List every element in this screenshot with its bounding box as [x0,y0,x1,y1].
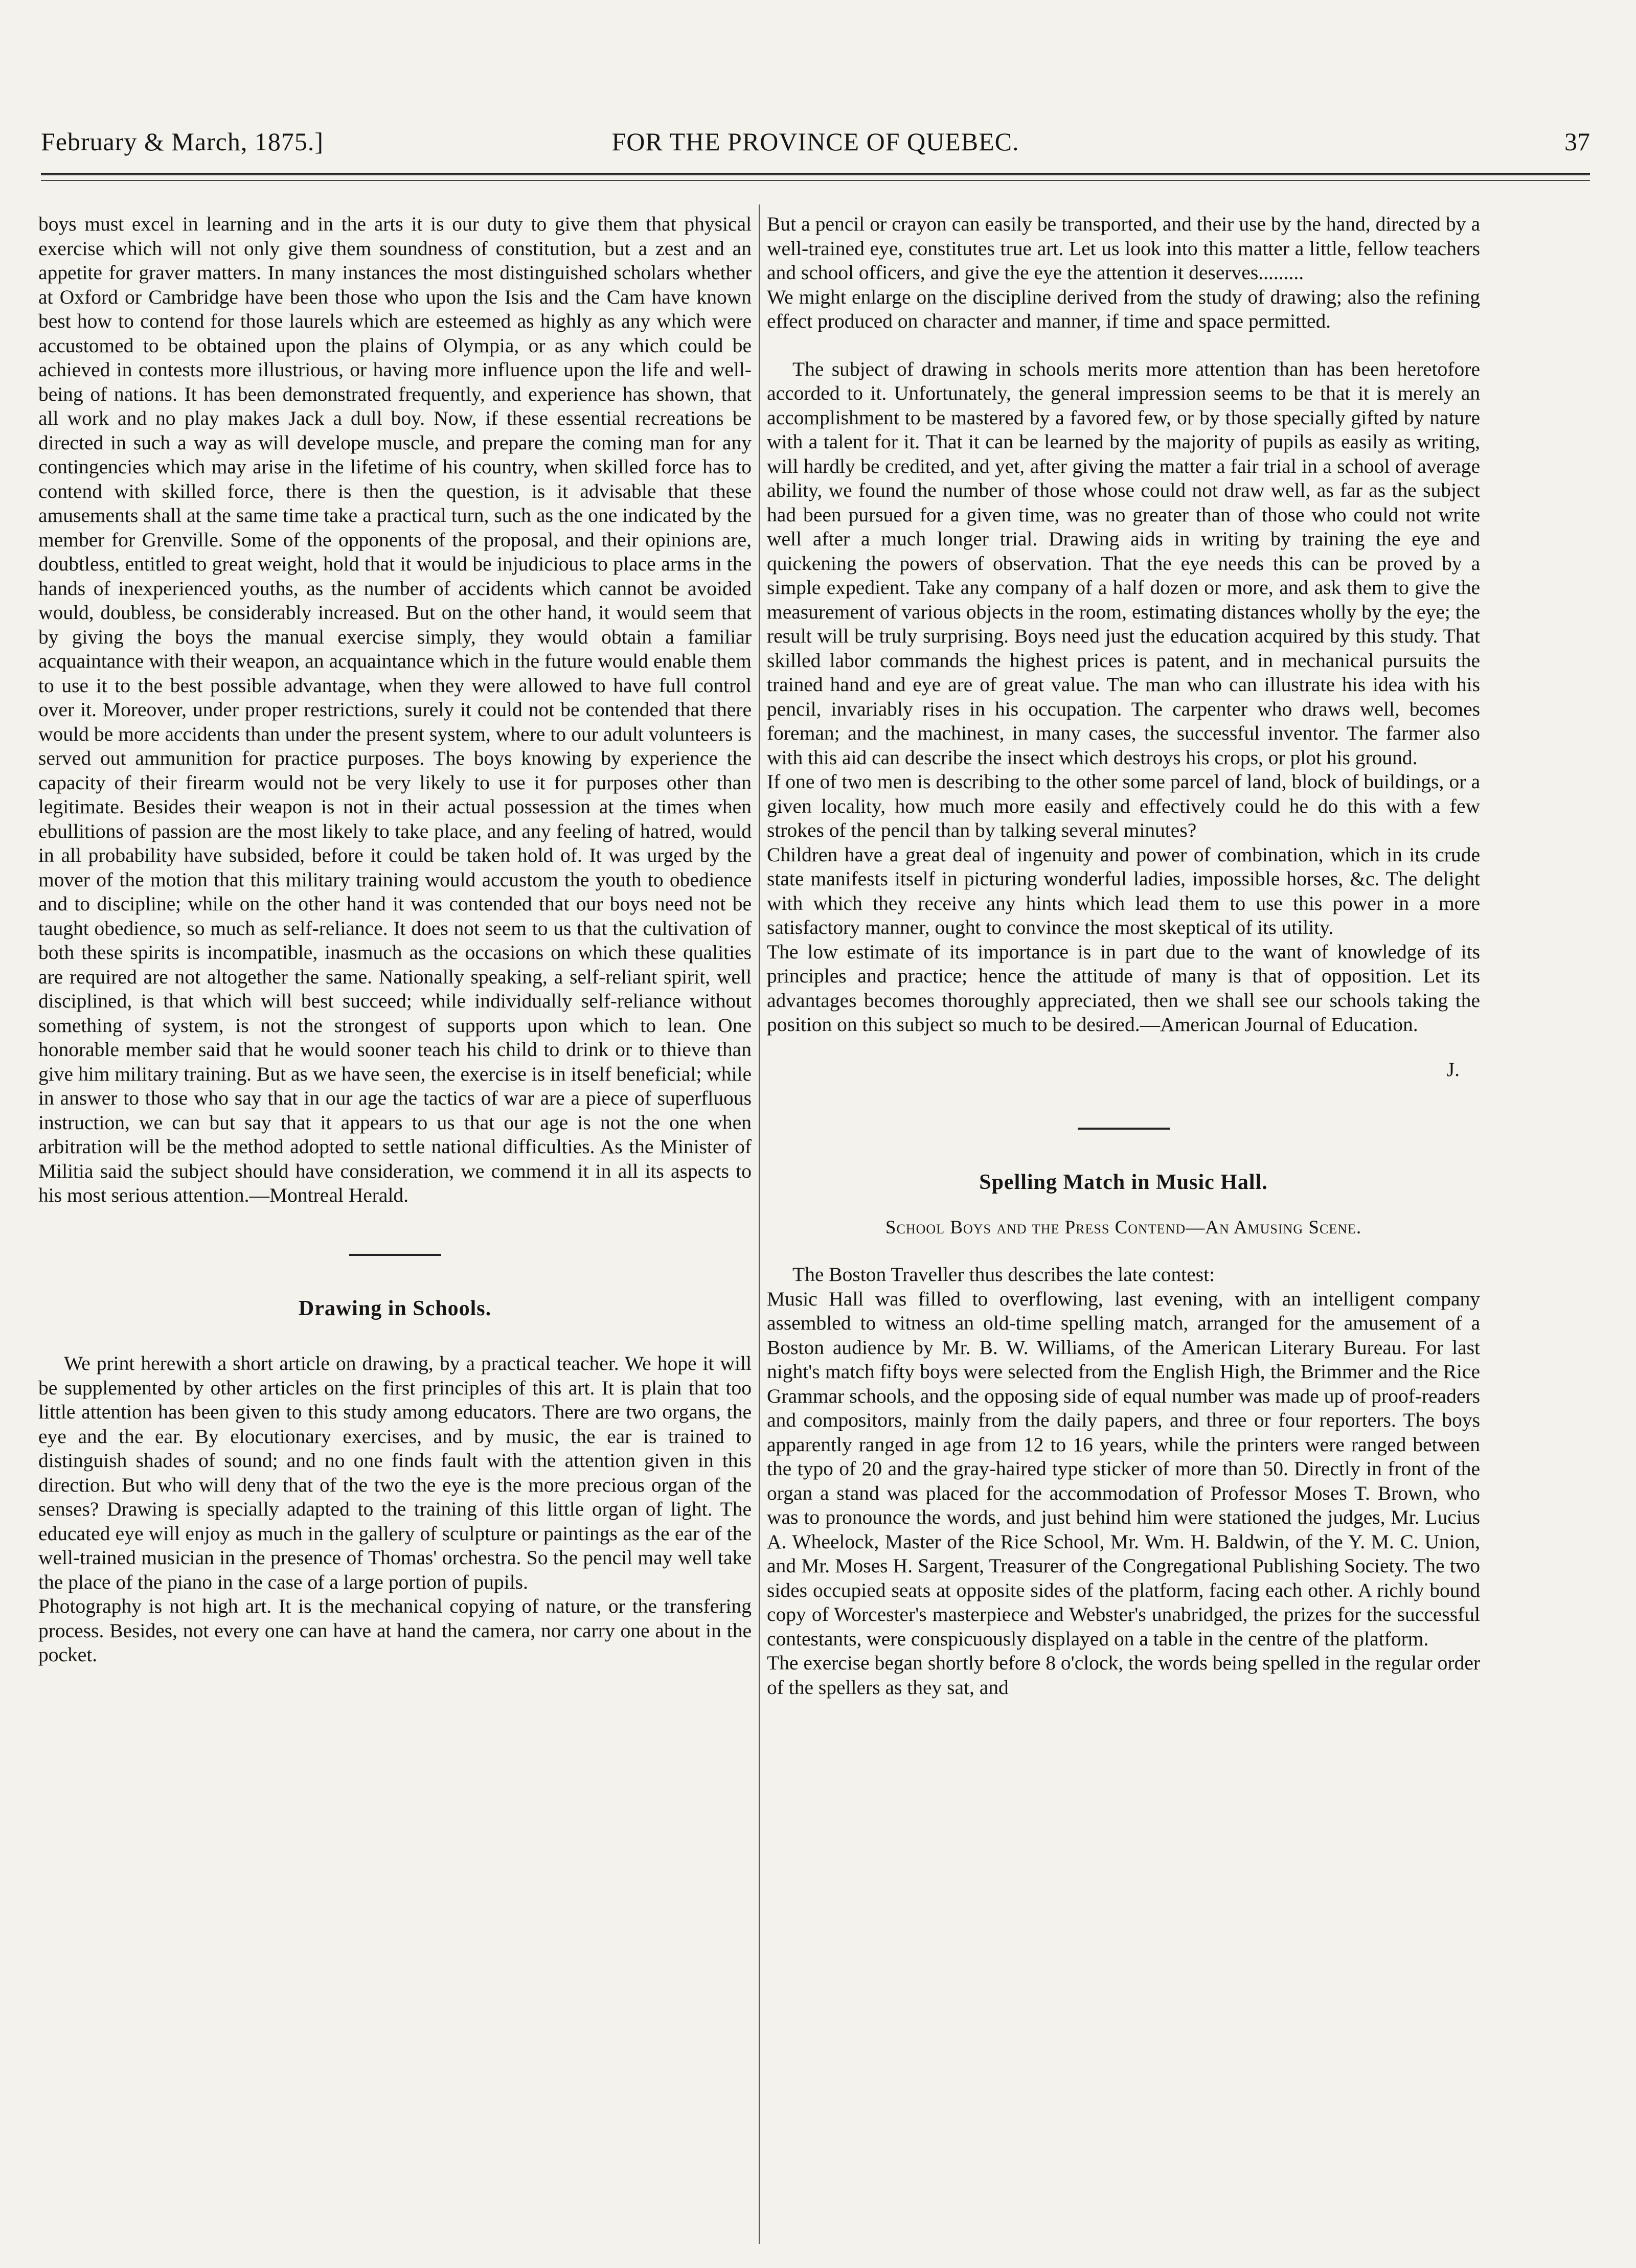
publication-title: FOR THE PROVINCE OF QUEBEC. [611,127,1019,156]
page-header [41,127,1590,163]
issue-date: February & March, 1875.] [41,127,324,156]
column-divider [759,204,760,2244]
page-number: 37 [1564,127,1590,156]
spelling-paragraph-3: The exercise began shortly before 8 o'clock, the words being spelled in the regular order of the spellers as they sat, and [767,1652,1480,1699]
drawing-paragraph-2: Photography is not high art. It is the mechanical copying of nature, or the transfering process. Besides, not every one can have at hand the camera, nor carry one about in the pocket. [38,1595,752,1666]
section-title-spelling-match: Spelling Match in Music Hall. [979,1171,1268,1194]
spelling-paragraph-2: Music Hall was filled to overflowing, last evening, with an intelligent company assembled to witness an old-time spelling match, arranged for the amusement of a Boston audience by Mr. B. W. Williams, of the American Literary Bureau. For last night's match fifty boys were selected from the English High, the Brimmer and the Rice Grammar schools, and the opposing side of equal number was made up of proof-readers and compositors, mainly from the daily papers, and three or four reporters. The boys apparently ranged in age from 12 to 16 years, while the printers were ranged between the typo of 20 and the gray-haired type sticker of more than 50. Directly in front of the organ a stand was placed for the accommodation of Professor Moses T. Brown, who was to pronounce the words, and just behind him were stationed the judges, Mr. Lucius A. Wheelock, Master of the Rice School, Mr. Wm. H. Baldwin, of the Y. M. C. Union, and Mr. Moses H. Sargent, Treasurer of the Congregational Publishing Society. The two sides occupied seats at opposite sides of the platform, facing each other. A richly bound copy of Worcester's masterpiece and Webster's unabridged, the prizes for the successful contestants, were conspicuously displayed on a table in the centre of the platform. [767,1287,1480,1650]
drawing-paragraph-8: The low estimate of its importance is in part due to the want of knowledge of its principles and practice; hence the attitude of many is that of opposition. Let its advantages becomes thoroughly appreciated, then we shall see our schools taking the position on this subject so much to be desired.—American Journal of Education. [767,940,1480,1036]
header-rule [41,173,1590,175]
paragraph-gap [767,334,1480,357]
right-column [767,212,1480,2252]
left-column [38,212,752,2252]
author-signature: J. [1446,1058,1460,1081]
section-subtitle: School Boys and the Press Contend—An Amusing Scene. [885,1217,1362,1238]
section-divider [349,1254,441,1256]
drawing-paragraph-4: We might enlarge on the discipline derived from the study of drawing; also the refining effect produced on character and manner, if time and space permitted. [767,285,1480,332]
spelling-paragraph-1: The Boston Traveller thus describes the late contest: [792,1263,1215,1286]
drawing-paragraph-7: Children have a great deal of ingenuity and power of combination, which in its crude state manifests itself in picturing wonderful ladies, impossible horses, &c. The delight with which they receive any hints which lead them to use this power in a more satisfactory manner, ought to convince the most skeptical of its utility. [767,843,1480,938]
drawing-paragraph-3: But a pencil or crayon can easily be transported, and their use by the hand, directed by a well-trained eye, constitutes true art. Let us look into this matter a little, fellow teachers and school officers, and give the eye the attention it deserves......... [767,213,1480,284]
article-continuation-paragraph: boys must excel in learning and in the arts it is our duty to give them that physical exercise which will not only give them soundness of constitution, but a zest and an appetite for graver matters. In many instances the most distinguished scholars whether at Oxford or Cambridge have been those who upon the Isis and the Cam have known best how to contend for those laurels which are esteemed as highly as any which were accustomed to be obtained upon the plains of Olympia, or as any which could be achieved in contests more illustrious, or having more influence upon the life and well-being of nations. It has been demonstrated frequently, and experience has shown, that all work and no play makes Jack a dull boy. Now, if these essential recreations be directed in such a way as will develope muscle, and prepare the coming man for any contingencies which may arise in the lifetime of his country, when skilled force has to contend with skilled force, there is then the question, is it advisable that these amusements shall at the same time take a practical turn, such as the one indicated by the member for Grenville. Some of the opponents of the proposal, and their opinions are, doubtless, entitled to great weight, hold that it would be injudicious to place arms in the hands of inexperienced youths, as the number of accidents which cannot be avoided would, doubless, be considerably increased. But on the other hand, it would seem that by giving the boys the manual exercise simply, they would obtain a familiar acquaintance with their weapon, an acquaintance which in the future would enable them to use it to the best possible advantage, when they were allowed to have full control over it. Moreover, under proper restrictions, surely it could not be contended that there would be more accidents than under the present system, where to our adult volunteers is served out ammunition for practice purposes. The boys knowing by experience the capacity of their firearm would not be very likely to use it for purposes other than legitimate. Besides their weapon is not in their actual possession at the times when ebullitions of passion are the most likely to take place, and any feeling of hatred, would in all probability have subsided, before it could be taken hold of. It was urged by the mover of the motion that this military training would accustom the youth to obedience and to discipline; while on the other hand it was contended that our boys need not be taught obedience, so much as self-reliance. It does not seem to us that the cultivation of both these spirits is incompatible, inasmuch as the occasions on which these qualities are required are not altogether the same. Nationally speaking, a self-reliant spirit, well disciplined, is that which will best succeed; while individually self-reliance without something of system, is not the strongest of supports upon which to lean. One honorable member said that he would sooner teach his child to drink or to thieve than give him military training. But as we have seen, the exercise is in itself beneficial; while in answer to those who say that in our age the tactics of war are a piece of superfluous instruction, we can but say that it appears to us that our age is not the one when arbitration will be the method adopted to settle national difficulties. As the Minister of Militia said the subject should have consideration, we commend it in all its aspects to his most serious attention.—Montreal Herald. [38,213,752,1206]
section-title-drawing: Drawing in Schools. [298,1296,492,1320]
header-rule-thin [41,180,1590,181]
section-divider [1078,1128,1170,1130]
drawing-paragraph-6: If one of two men is describing to the other some parcel of land, block of buildings, or a given locality, how much more easily and effectively could he do this with a few strokes of the pencil than by talking several minutes? [767,770,1480,841]
drawing-paragraph-1: We print herewith a short article on drawing, by a practical teacher. We hope it will be supplemented by other articles on the first principles of this art. It is plain that too little attention has been given to this study among educators. There are two organs, the eye and the ear. By elocutionary exercises, and by music, the ear is trained to distinguish shades of sound; and no one finds fault with the attention given in this direction. But who will deny that of the two the eye is the more precious organ of the senses? Drawing is specially adapted to the training of this little organ of light. The educated eye will enjoy as much in the gallery of sculpture or paintings as the ear of the well-trained musician in the presence of Thomas' orchestra. So the pencil may well take the place of the piano in the case of a large portion of pupils. [38,1352,752,1593]
drawing-paragraph-5: The subject of drawing in schools merits more attention than has been heretofore accorded to it. Unfortunately, the general impression seems to be that it is merely an accomplishment to be mastered by a favored few, or by those specially gifted by nature with a talent for it. That it can be learned by the majority of pupils as easily as writing, will hardly be credited, and yet, after giving the matter a fair trial in a school of average ability, we found the number of those whose could not draw well, as far as the subject had been pursued for a given time, was no greater than of those who could not write well after a much longer trial. Drawing aids in writing by training the eye and quickening the powers of observation. That the eye needs this can be proved by a simple expedient. Take any company of a half dozen or more, and ask them to give the measurement of various objects in the room, estimating distances wholly by the eye; the result will be truly surprising. Boys need just the education acquired by this study. That skilled labor commands the highest prices is patent, and in mechanical pursuits the trained hand and eye are of great value. The man who can illustrate his idea with his pencil, invariably rises in his occupation. The carpenter who draws well, becomes foreman; and the machinest, in many cases, the successful inventor. The farmer also with this aid can describe the insect which destroys his crops, or plot his ground. [767,357,1480,769]
